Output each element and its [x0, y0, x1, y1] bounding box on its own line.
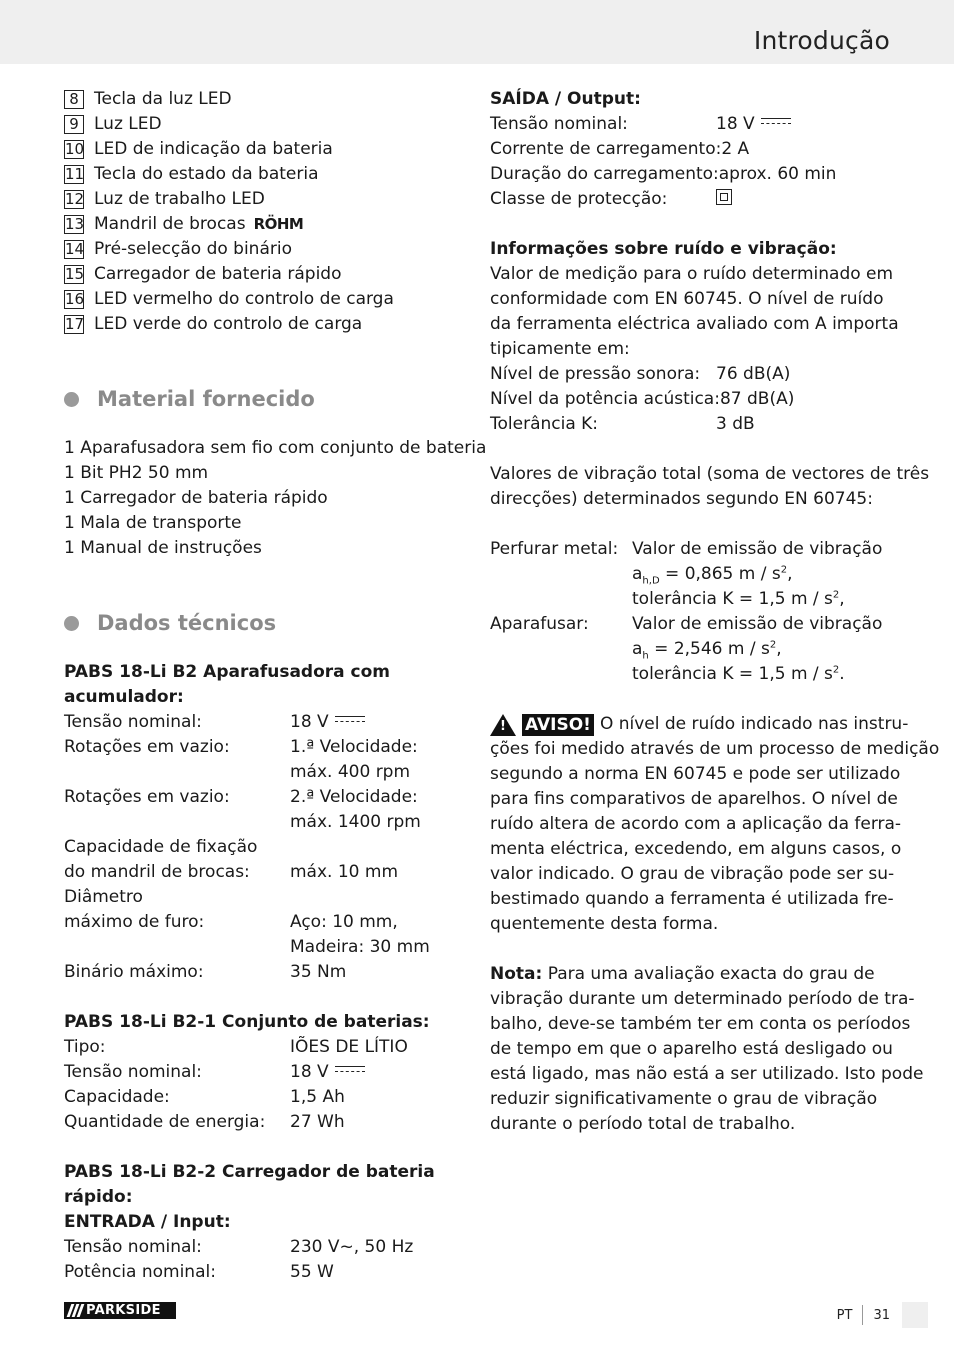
- part-label: Tecla da luz LED: [94, 89, 232, 109]
- spec-row: [64, 960, 464, 985]
- spec-value: IÕES DE LÍTIO: [290, 1037, 408, 1057]
- warning-label: AVISO!: [522, 714, 594, 736]
- spec-value: 87 dB(A): [719, 389, 795, 409]
- spec-value: 2.ª Velocidade:: [290, 787, 418, 807]
- note-block: [490, 962, 924, 1137]
- drill-specs: [64, 660, 464, 985]
- bullet-icon: [64, 392, 79, 407]
- page-header: [0, 0, 954, 64]
- brand-name: PARKSIDE: [86, 1303, 161, 1318]
- section-heading-dados: [64, 608, 464, 638]
- spec-row: [64, 1235, 464, 1260]
- spec-row: [64, 935, 464, 960]
- spec-heading: SAÍDA / Output:: [490, 89, 641, 109]
- text-line: tipicamente em:: [490, 339, 630, 359]
- list-item: [64, 312, 464, 337]
- spec-key: Rotações em vazio:: [64, 787, 230, 807]
- spec-row: [490, 362, 900, 387]
- spec-row: [490, 187, 900, 212]
- spec-value: 1,5 Ah: [290, 1087, 345, 1107]
- spec-value: 27 Wh: [290, 1112, 345, 1132]
- spec-row: [64, 810, 464, 835]
- text-line: bestimado quando a ferramenta é utilizada fre-: [490, 889, 894, 909]
- part-number: 12: [65, 190, 85, 208]
- warning-first-line: [490, 712, 909, 737]
- spec-row: [490, 137, 900, 162]
- spec-heading: PABS 18-Li B2-1 Conjunto de baterias:: [64, 1012, 430, 1032]
- spec-key: Tipo:: [64, 1037, 106, 1057]
- list-item: [64, 287, 464, 312]
- spec-row: [64, 1110, 464, 1135]
- text-line: Valor de medição para o ruído determinado em: [490, 264, 894, 284]
- list-item: 1 Manual de instruções: [64, 538, 262, 558]
- spec-row: [490, 587, 900, 612]
- spec-value: máx. 1400 rpm: [290, 812, 421, 832]
- spec-key: Tensão nominal:: [490, 114, 628, 134]
- note-label: Nota:: [490, 964, 543, 984]
- spec-key: Corrente de carregamento:: [490, 139, 722, 159]
- list-item: [64, 137, 464, 162]
- spec-value: 2 A: [721, 139, 750, 159]
- spec-key: Classe de protecção:: [490, 189, 668, 209]
- part-number: 15: [65, 265, 85, 283]
- spec-row: [490, 562, 900, 587]
- list-item: [64, 237, 464, 262]
- spec-key: Potência nominal:: [64, 1262, 216, 1282]
- spec-value: 76 dB(A): [716, 364, 791, 384]
- text-line: direcções) determinados segundo EN 60745:: [490, 489, 873, 509]
- text-line: menta eléctrica, excedendo, em alguns casos, o: [490, 839, 902, 859]
- spec-heading: Informações sobre ruído e vibração:: [490, 239, 837, 259]
- list-item: 1 Bit PH2 50 mm: [64, 463, 209, 483]
- page-title: Introdução: [753, 26, 890, 55]
- text-line: ruído altera de acordo com a aplicação da ferra-: [490, 814, 902, 834]
- text-line: quentemente desta forma.: [490, 914, 719, 934]
- spec-value: Aço: 10 mm,: [290, 912, 398, 932]
- spec-row: [64, 1085, 464, 1110]
- spec-row: [64, 835, 464, 860]
- spec-value: 18 V: [716, 112, 900, 137]
- spec-value: máx. 10 mm: [290, 862, 399, 882]
- list-item: [64, 262, 464, 287]
- page-tab: [902, 1302, 928, 1328]
- spec-value: 35 Nm: [290, 962, 347, 982]
- spec-key: máximo de furo:: [64, 912, 205, 932]
- spec-value: Valor de emissão de vibração: [632, 539, 883, 559]
- right-column: [490, 87, 940, 1137]
- list-item: [64, 87, 464, 112]
- part-number: 10: [65, 140, 85, 158]
- list-item: 1 Carregador de bateria rápido: [64, 488, 328, 508]
- spec-value: tolerância K = 1,5 m / $s^2$.: [632, 664, 845, 684]
- spec-key: Diâmetro: [64, 887, 143, 907]
- spec-row: [490, 637, 900, 662]
- bullet-icon: [64, 616, 79, 631]
- rohm-logo: RÖHM: [253, 215, 304, 233]
- spec-key: Perfurar metal:: [490, 539, 619, 559]
- left-column: [64, 87, 487, 1285]
- spec-value: Valor de emissão de vibração: [632, 614, 883, 634]
- spec-row: [64, 710, 464, 735]
- spec-key: Nível da potência acústica:: [490, 389, 720, 409]
- spec-value: 230 V~, 50 Hz: [290, 1237, 414, 1257]
- section-title: Material fornecido: [97, 387, 315, 411]
- part-label: LED de indicação da bateria: [94, 139, 333, 159]
- spec-row: [490, 412, 900, 437]
- spec-row: [490, 387, 900, 412]
- text-line: O nível de ruído indicado nas instru-: [599, 714, 909, 734]
- part-label: Pré-selecção do binário: [94, 239, 292, 259]
- spec-key: Capacidade de fixação: [64, 837, 258, 857]
- spec-row: [64, 1060, 464, 1085]
- spec-row: [64, 760, 464, 785]
- spec-row: [64, 1035, 464, 1060]
- part-label: Tecla do estado da bateria: [94, 164, 319, 184]
- page-number: 31: [873, 1307, 890, 1323]
- spec-heading: acumulador:: [64, 687, 184, 707]
- spec-value: 55 W: [290, 1262, 334, 1282]
- logo-stripes-icon: [64, 1302, 86, 1319]
- text-line: para fins comparativos de aparelhos. O nível de: [490, 789, 898, 809]
- dc-symbol-icon: [761, 117, 791, 127]
- language-code: PT: [836, 1307, 853, 1323]
- spec-value: tolerância K = 1,5 m / $s^2$,: [632, 589, 845, 609]
- spec-row: [64, 1260, 464, 1285]
- text-line: conformidade com EN 60745. O nível de ruído: [490, 289, 884, 309]
- spec-row: [490, 112, 900, 137]
- spec-value: $a_h = 2,546$ m / $s^2$,: [632, 639, 782, 662]
- dc-symbol-icon: [335, 1065, 365, 1075]
- divider: [862, 1305, 863, 1325]
- charger-specs: [64, 1160, 464, 1285]
- part-number: 17: [65, 315, 85, 333]
- text-line: segundo a norma EN 60745 e pode ser utilizado: [490, 764, 901, 784]
- spec-value: 1.ª Velocidade:: [290, 737, 418, 757]
- list-item: 1 Aparafusadora sem fio com conjunto de bateria: [64, 438, 487, 458]
- spec-value: Madeira: 30 mm: [290, 937, 430, 957]
- spec-key: Quantidade de energia:: [64, 1112, 266, 1132]
- text-line: durante o período total de trabalho.: [490, 1114, 796, 1134]
- spec-subheading: ENTRADA / Input:: [64, 1212, 231, 1232]
- noise-info: [490, 237, 930, 687]
- warning-block: [490, 712, 940, 937]
- part-number: 14: [65, 240, 85, 258]
- list-item: [64, 162, 464, 187]
- spec-value: máx. 400 rpm: [290, 762, 411, 782]
- battery-specs: [64, 1010, 464, 1135]
- list-item: [64, 112, 464, 137]
- part-label: Mandril de brocas: [94, 214, 246, 234]
- spec-row: [490, 162, 900, 187]
- part-number: 13: [65, 215, 85, 233]
- spec-key: Capacidade:: [64, 1087, 170, 1107]
- spec-row: [490, 662, 900, 687]
- parkside-logo: [64, 1302, 176, 1319]
- spec-key: Aparafusar:: [490, 614, 589, 634]
- dc-symbol-icon: [335, 715, 365, 725]
- spec-key: Tensão nominal:: [64, 712, 202, 732]
- spec-key: Nível de pressão sonora:: [490, 364, 701, 384]
- part-label: LED vermelho do controlo de carga: [94, 289, 394, 309]
- text-line: balho, deve-se também ter em conta os períodos: [490, 1014, 911, 1034]
- spec-value: 3 dB: [716, 414, 755, 434]
- spec-row: [64, 785, 464, 810]
- list-item: 1 Mala de transporte: [64, 513, 242, 533]
- spec-value: 18 V: [290, 1060, 464, 1085]
- spec-value: $a_{h,D} = 0,865$ m / $s^2$,: [632, 564, 793, 587]
- part-number: 16: [65, 290, 85, 308]
- spec-row: [64, 735, 464, 760]
- page-footer: [837, 1302, 928, 1328]
- text-line: reduzir significativamente o grau de vibração: [490, 1089, 878, 1109]
- spec-heading: rápido:: [64, 1187, 133, 1207]
- text-line: de tempo em que o aparelho está desligado ou: [490, 1039, 893, 1059]
- text-line: valor indicado. O grau de vibração pode ser su-: [490, 864, 895, 884]
- spec-row: [64, 860, 464, 885]
- list-item: [64, 187, 464, 212]
- spec-value: 18 V: [290, 710, 464, 735]
- text-line: está ligado, mas não está a ser utilizado. Isto pode: [490, 1064, 924, 1084]
- part-label: Luz LED: [94, 114, 162, 134]
- spec-key: do mandril de brocas:: [64, 862, 250, 882]
- text-line: da ferramenta eléctrica avaliado com A importa: [490, 314, 899, 334]
- part-number: 11: [65, 165, 85, 183]
- text-line: vibração durante um determinado período de tra-: [490, 989, 915, 1009]
- spec-row: [64, 910, 464, 935]
- warning-triangle-icon: !: [490, 714, 516, 736]
- spec-key: Rotações em vazio:: [64, 737, 230, 757]
- section-title: Dados técnicos: [97, 611, 277, 635]
- note-first-line: Nota: Para uma avaliação exacta do grau de: [490, 964, 875, 984]
- part-label: LED verde do controlo de carga: [94, 314, 363, 334]
- part-number: 8: [64, 90, 84, 109]
- part-label: Carregador de bateria rápido: [94, 264, 342, 284]
- spec-row: [64, 885, 464, 910]
- spec-key: Tolerância K:: [490, 414, 599, 434]
- section-heading-material: [64, 384, 464, 414]
- spec-key: Binário máximo:: [64, 962, 204, 982]
- spec-value: aprox. 60 min: [718, 164, 837, 184]
- part-number: 9: [64, 115, 84, 134]
- spec-key: Duração do carregamento:: [490, 164, 719, 184]
- material-list: [64, 436, 487, 561]
- part-label: Luz de trabalho LED: [94, 189, 265, 209]
- output-specs: [490, 87, 900, 212]
- spec-heading: PABS 18-Li B2-2 Carregador de bateria: [64, 1162, 435, 1182]
- text-line: Valores de vibração total (soma de vectores de três: [490, 464, 930, 484]
- spec-heading: PABS 18-Li B2 Aparafusadora com: [64, 662, 391, 682]
- list-item: [64, 212, 464, 237]
- text-line: ções foi medido através de um processo de medição: [490, 739, 940, 759]
- spec-key: Tensão nominal:: [64, 1062, 202, 1082]
- spec-row: [490, 537, 900, 562]
- spec-row: [490, 612, 900, 637]
- spec-key: Tensão nominal:: [64, 1237, 202, 1257]
- parts-list: [64, 87, 464, 337]
- protection-class-ii-icon: [716, 189, 732, 205]
